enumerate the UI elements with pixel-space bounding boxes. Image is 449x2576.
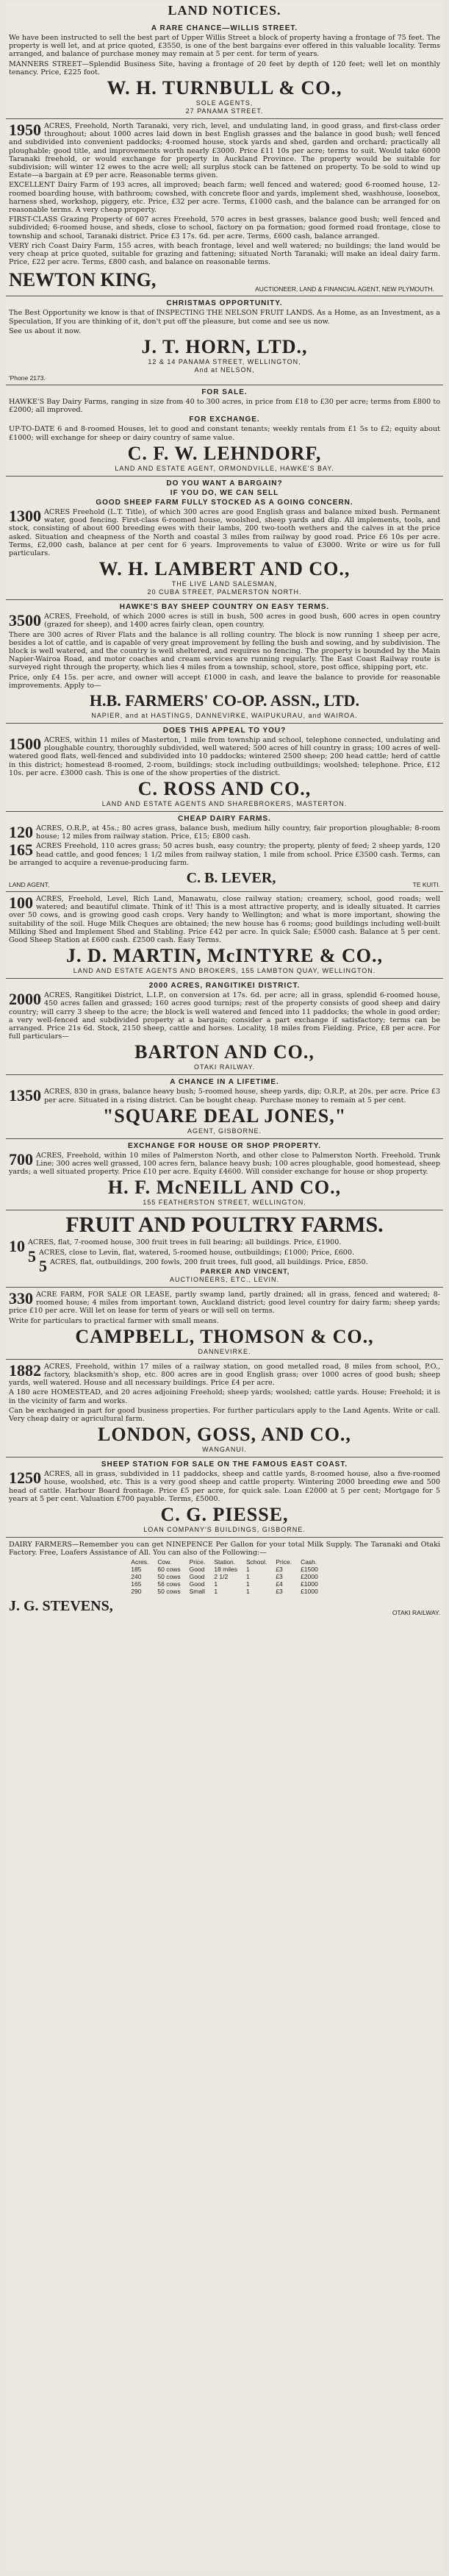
acreage-number: 120 xyxy=(9,822,33,841)
agent-name: PARKER AND VINCENT, xyxy=(200,1268,290,1276)
ad-body: The Best Opportunity we know is that of INSPECTING THE NELSON FRUIT LANDS. As a Home, as an Investment, as a Speculation, If you are thinking of it, don't put off the pleasure, but come and see us now. xyxy=(9,309,440,326)
agent-name: BARTON AND CO., xyxy=(134,1041,315,1063)
farm-table xyxy=(126,1558,322,1595)
agent-role: AUCTIONEER, LAND & FINANCIAL AGENT, NEW PLYMOUTH. xyxy=(255,285,434,293)
ad-newton-king xyxy=(6,119,443,296)
agent-address: 20 CUBA STREET, PALMERSTON NORTH. xyxy=(147,588,302,596)
ad-body-text: ACRES, within 11 miles of Masterton, 1 mile from township and school, telephone connected, undulating and ploughable country, thoroughly subdivided, well watered; 500 acres of hill country in grass; 100 acres of well-watered good flats, well-fenced and subdivided into 10 paddocks; wintered 2500 sheep; 200 head cattle; herd of cattle in this district; homestead 8-roomed, 2-room, buildings; stock including outbuildings; woolshed; telephone. Price, £12 10s. per acre. £3000 cash. This is one of the show properties of the district. xyxy=(9,735,440,777)
ad-london-goss xyxy=(6,1360,443,1458)
ad-mcneill xyxy=(6,1139,443,1211)
agent-name: J. D. MARTIN, McINTYRE & CO., xyxy=(65,945,384,967)
ad-body-text: ACRES, Freehold, of which 2000 acres is still in bush, 500 acres in good bush, 600 acres in open country (grazed for sheep), and 1400 acres fairly clean, open country. xyxy=(44,613,440,629)
ad-body: There are 300 acres of River Flats and the balance is all rolling country. The block is now running 1 sheep per acre, besides a lot of cattle, and is capable of very great improvement by felling the bush and sowing, and by subdivision. The block is well watered, and the country is well sheltered, and requires no fencing. The property is bounded by the Main Napier-Wairoa Road, and motor coaches and cream services are running regularly. The East Coast Railway route is surveyed right through the property, which lies 4 miles from a township, school, store, post office, shipping port, etc. xyxy=(9,630,440,672)
ad-square-deal-jones xyxy=(6,1075,443,1138)
ad-title: A CHANCE IN A LIFETIME. xyxy=(170,1078,279,1087)
ad-body-text: ACRES, Freehold, within 17 miles of a railway station, on good metalled road, 8 miles from school, P.O., factory, blacksmith's shop, etc. 800 acres are in good English grass; over 1000 acres of good bush; sheep yards, well watered. House and all necessary buildings. Price £4 per acre. xyxy=(9,1362,440,1388)
ad-title: GOOD SHEEP FARM FULLY STOCKED AS A GOING CONCERN. xyxy=(96,498,353,507)
ad-body: MANNERS STREET—Splendid Business Site, having a frontage of 20 feet by depth of 120 feet; well let on monthly tenancy. Price, £225 foot. xyxy=(9,60,440,76)
table-cell: £1000 xyxy=(301,1580,318,1588)
table-cell: Good xyxy=(189,1580,205,1588)
ad-lambert xyxy=(6,477,443,600)
table-cell: 290 xyxy=(131,1588,142,1596)
ad-body-text: ACRES, flat, 7-roomed house, 300 fruit trees in full bearing; all buildings. Price, £1900. xyxy=(28,1238,342,1247)
table-row xyxy=(126,1573,322,1580)
table-header-cell: School. xyxy=(245,1558,267,1566)
acreage-number: 330 xyxy=(9,1289,33,1308)
agent-address: NAPIER, and at HASTINGS, DANNEVIRKE, WAIPUKURAU, and WAIROA. xyxy=(91,711,358,719)
ad-body: Can be exchanged in part for good business properties. For further particulars apply to the Land Agents. Write or call. Very cheap dairy or agricultural farm. xyxy=(9,1406,440,1424)
table-cell: £3 xyxy=(276,1588,283,1596)
acreage-number: 2000 xyxy=(9,990,41,1009)
phone-number: 'Phone 2173. xyxy=(9,374,46,382)
ad-title: DOES THIS APPEAL TO YOU? xyxy=(162,726,287,735)
ad-body-text: ACRES, flat, outbuildings, 200 fowls, 200 fruit trees, full good, all buildings. Price, £850. xyxy=(50,1257,368,1266)
ad-body-text: ACRES Freehold, 110 acres grass; 50 acres bush, easy country; the property, plenty of feed; 2 sheep yards, 120 head cattle, and good fences; 1 1/2 miles from railway station, 1 mile from school. Price £3500 cash. Terms, can be arranged to acquire a revenue-producing farm. xyxy=(9,842,440,867)
acreage-number: 165 xyxy=(9,841,33,860)
ad-title: HAWKE'S BAY SHEEP COUNTRY ON EASY TERMS. xyxy=(119,603,330,612)
ad-body-text: ACRES, 830 in grass, balance heavy bush; 5-roomed house, sheep yards, dip; O.R.P., at 20s. per acre. Price £3 per acre. Situated in a rising district. Can be bought cheap. Purchase money to remain at 5 per cent. xyxy=(44,1088,440,1105)
agent-address: OTAKI RAILWAY. xyxy=(193,1063,256,1071)
agent-role: SOLE AGENTS, xyxy=(195,99,254,107)
ad-title: FOR EXCHANGE. xyxy=(189,415,260,424)
agent-name: H.B. FARMERS' CO-OP. ASSN., LTD. xyxy=(89,691,360,710)
table-cell: £3 xyxy=(276,1566,283,1574)
table-cell: 2 1/2 xyxy=(214,1573,229,1581)
ad-campbell-thomson xyxy=(6,1288,443,1360)
acreage-number: 1950 xyxy=(9,121,41,140)
table-header-cell: Price. xyxy=(189,1558,206,1566)
table-cell: 185 xyxy=(131,1566,142,1574)
ad-body xyxy=(9,736,440,777)
table-cell: 1 xyxy=(245,1580,250,1588)
table-cell: 18 miles xyxy=(214,1566,237,1574)
ad-body xyxy=(9,1291,440,1316)
agent-name: W. H. LAMBERT AND CO., xyxy=(98,558,351,580)
ad-title: SHEEP STATION FOR SALE ON THE FAMOUS EAST COAST. xyxy=(101,1460,348,1469)
ad-body: UP-TO-DATE 6 and 8-roomed Houses, let to good and constant tenants; weekly rentals from £1 5s to £2; equity about £1000; will exchange for sheep or dairy country of same value. xyxy=(9,425,440,442)
ad-body xyxy=(9,824,440,841)
ad-body-text: ACRES, all in grass, subdivided in 11 paddocks, sheep and cattle yards, 8-roomed house, also a five-roomed house, woolshed, etc. This is a very good sheep and cattle property. Wintering 2000 breeding ewe and 500 head of cattle. Harbour Board frontage. Price £5 per acre, for quick sale. Loan £2000 at 5 per cent; Mortgage for 5 years at 5 per cent. Valuation £700 payable. Terms, £5000. xyxy=(9,1470,440,1503)
ad-body: Write for particulars to practical farmer with small means. xyxy=(9,1316,219,1325)
table-cell: 1 xyxy=(245,1573,250,1581)
acreage-number: 5 xyxy=(28,1246,36,1266)
agent-role: THE LIVE LAND SALESMAN, xyxy=(171,580,278,588)
table-header-cell: Acres. xyxy=(131,1558,149,1566)
ad-title: CHRISTMAS OPPORTUNITY. xyxy=(166,299,283,308)
agent-name: C. B. LEVER, xyxy=(186,869,276,886)
ad-body xyxy=(9,1470,440,1503)
agent-role: LAND AND ESTATE AGENTS AND BROKERS, 155 LAMBTON QUAY, WELLINGTON. xyxy=(73,967,376,975)
agent-address: 12 & 14 PANAMA STREET, WELLINGTON, xyxy=(148,358,301,366)
ad-body xyxy=(9,895,440,944)
ad-body xyxy=(9,508,440,557)
acreage-number: 100 xyxy=(9,893,33,912)
ad-body xyxy=(9,122,440,179)
ad-body-text: ACRES, Freehold, North Taranaki, very rich, level, and undulating land, in good grass, and first-class order throughout; about 1000 acres laid down in best English grasses and the balance in good bush; well fenced and subdivided into convenient paddocks; 4-roomed house, stock yards and shed, garden and orchard; practically all ploughable; good title, and improvements worth nearly £3000. Price £11 10s per acre; terms to suit. Would take 6000 Taranaki freehold, or would exchange for property in Auckland Province. The property would be suitable for subdivision; will winter 12 ewes to the acre well; all surplus stock can be fattened on property. To be sold to wind up Estate—a bargain at £9 per acre. Reasonable terms given. xyxy=(9,122,440,180)
ad-body-text: ACRES, Freehold, Level, Rich Land, Manawatu, close railway station; creamery, school, good roads; well watered; and beautiful climate. Think of it! This is a most attractive property, and is ideally situated. It carries over 50 cows, and is growing good cash crops. Very handy to Wellington; and what is more important, showing the suitability of the soil. Huge Milk Cheques are obtained; the new house has 6 rooms; good buildings including well-built Milking Shed and Implement Shed and Stabling. Price £42 per acre. In quick Sale; £5000 cash. Balance at 5 per cent. Good Sheep Station at £600 cash. £2500 cash. Easy Terms. xyxy=(9,894,440,944)
table-header-cell: Cow. xyxy=(157,1558,172,1566)
table-cell: 1 xyxy=(245,1566,250,1574)
ad-body xyxy=(9,842,440,867)
ad-title: CHEAP DAIRY FARMS. xyxy=(178,814,271,823)
table-row xyxy=(126,1588,322,1595)
table-cell: 1 xyxy=(245,1588,250,1596)
agent-name: C. G. PIESSE, xyxy=(160,1504,289,1526)
agent-role: LOAN COMPANY'S BUILDINGS, GISBORNE. xyxy=(143,1526,306,1534)
ad-body xyxy=(9,991,440,1041)
ad-body: See us about it now. xyxy=(9,327,81,335)
table-cell: £4 xyxy=(276,1580,283,1588)
table-row xyxy=(126,1566,322,1573)
ad-body-text: ACRES, Rangitikei District, L.I.P., on conversion at 17s. 6d. per acre; all in grass, splendid 6-roomed house, 450 acres fallen and grassed; 160 acres good turnips; rest of the property consists of good sheep and dairy country; will carry 3 sheep to the acre; the block is well watered and fenced into 11 paddocks; the whole in good order; a very well-fenced and subdivided property at a bargain; consider a part exchange if satisfactory; terms can be arranged. Price 21s 6d. Stock, 2150 sheep, cattle and horses. Locality, 18 miles from Fielding. Price, £8 per acre. For full particulars— xyxy=(9,991,440,1041)
ad-body xyxy=(9,1149,440,1177)
table-cell: £1000 xyxy=(301,1588,318,1596)
ad-title: 2000 ACRES, RANGITIKEI DISTRICT. xyxy=(148,982,301,991)
ad-title: DO YOU WANT A BARGAIN? xyxy=(166,479,283,488)
table-cell: 1 xyxy=(214,1580,218,1588)
ad-body-text: ACRES, Freehold, within 10 miles of Palmerston North, and other close to Palmerston North. Freehold. Trunk Line; 300 acres well grassed, 100 acres fern, balance heavy bush; 100 acres ploughable, good homestead, sheep yards; a well situated property. Price £10 per acre. Equity £4600. Will consider exchange for house or shop property. xyxy=(9,1151,440,1177)
agent-name: J. T. HORN, LTD., xyxy=(141,336,308,358)
table-row xyxy=(126,1580,322,1588)
ad-body: DAIRY FARMERS—Remember you can get NINEPENCE Per Gallon for your total Milk Supply. The Taranaki and Otaki Factory. Free, Loafers Assistance of All. You can also of the Following:— xyxy=(9,1541,440,1558)
ad-stevens xyxy=(6,1538,443,1619)
table-cell: £2000 xyxy=(301,1573,318,1581)
ad-fruit-poultry xyxy=(6,1210,443,1288)
ad-hb-farmers xyxy=(6,600,443,724)
agent-role: LAND AND ESTATE AGENTS AND SHAREBROKERS, MASTERTON. xyxy=(101,799,348,807)
acreage-number: 1250 xyxy=(9,1469,41,1488)
agent-address: 27 PANAMA STREET. xyxy=(185,107,264,115)
agent-name: NEWTON KING, xyxy=(9,269,157,291)
ad-turnbull xyxy=(6,21,443,119)
agent-name: W. H. TURNBULL & CO., xyxy=(107,77,342,99)
ad-headline: FRUIT AND POULTRY FARMS. xyxy=(65,1213,384,1238)
ad-body: We have been instructed to sell the best part of Upper Willis Street a block of property having a frontage of 75 feet. The property is well let, and at price quoted, £3550, is one of the best bargains ever offered in this valuable locality. Terms arranged, and balance of purchase money may remain at 5 per cent. for term of years. xyxy=(9,34,440,59)
table-header-cell: Price. xyxy=(276,1558,292,1566)
agent-address: WANGANUI. xyxy=(202,1446,247,1454)
acreage-number: 10 xyxy=(9,1237,25,1256)
ad-body-text: ACRES, close to Levin, flat, watered, 5-roomed house, outbuildings; £1000; Price, £600. xyxy=(39,1248,355,1257)
section-heading: LAND NOTICES. xyxy=(168,3,281,18)
ad-ross xyxy=(6,724,443,812)
agent-name: LONDON, GOSS, AND CO., xyxy=(98,1424,351,1446)
ad-body-text: ACRES, O.R.P., at 45s.; 80 acres grass, balance bush, medium hilly country, fair proportion ploughable; 8-room house; 12 miles from railway station. Price, £15; £800 cash. xyxy=(36,824,440,841)
ad-lehndorf xyxy=(6,385,443,477)
table-cell: £1500 xyxy=(301,1566,318,1574)
table-header xyxy=(126,1558,322,1566)
table-header-cell: Cash. xyxy=(301,1558,317,1566)
table-cell: Small xyxy=(189,1588,205,1596)
acreage-number: 700 xyxy=(9,1149,33,1169)
table-cell: 60 cows xyxy=(157,1566,181,1574)
agent-address: OTAKI RAILWAY. xyxy=(392,1609,440,1617)
agent-name: H. F. McNEILL AND CO., xyxy=(107,1177,342,1199)
ad-horn xyxy=(6,296,443,385)
ad-barton xyxy=(6,979,443,1075)
ad-martin-mcintyre xyxy=(6,892,443,979)
table-cell: 240 xyxy=(131,1573,142,1581)
agent-address: AGENT, GISBORNE. xyxy=(187,1127,262,1135)
table-cell: 56 cows xyxy=(157,1580,181,1588)
ad-body: FIRST-CLASS Grazing Property of 607 acres Freehold, 570 acres in best grasses, balance good bush; well fenced and subdivided; 6-roomed house, and sheds, close to school, factory on pa formation; good formed road frontage, close to township and school, Taranaki district. Price £3 17s. 6d. per acre. Terms, £600 cash, balance arranged. xyxy=(9,215,440,240)
acreage-number: 5 xyxy=(39,1256,47,1275)
agent-role: LAND AND ESTATE AGENT, ORMONDVILLE, HAWKE'S BAY. xyxy=(115,464,334,472)
acreage-number: 1882 xyxy=(9,1360,41,1380)
ad-body: Price, only £4 15s. per acre, and owner will accept £1000 in cash, and leave the balance to provide for reasonable improvements. Apply to— xyxy=(9,673,440,690)
agent-name: C. ROSS AND CO., xyxy=(137,777,312,799)
ad-body xyxy=(9,1088,440,1104)
agent-address: DANNEVIRKE. xyxy=(198,1347,251,1355)
ad-body xyxy=(9,1360,440,1388)
ad-body: VERY rich Coast Dairy Farm, 155 acres, with beach frontage, level and well watered; no buildings; the land would be very cheap at price quoted, suitable for grazing and fattening; situated North Taranaki; will make an ideal dairy farm. Price, £22 per acre. Terms, £800 cash, and balance on reasonable terms. xyxy=(9,241,440,267)
acreage-number: 1300 xyxy=(9,506,41,525)
agent-name: C. F. W. LEHNDORF, xyxy=(127,442,322,464)
newspaper-page xyxy=(6,1,443,2572)
agent-name: "SQUARE DEAL JONES," xyxy=(102,1105,347,1127)
table-cell: £3 xyxy=(276,1573,283,1581)
ad-body: EXCELLENT Dairy Farm of 193 acres, all improved; beach farm; well fenced and watered; good 6-roomed house, 12-roomed boarding house, with bathroom; cowshed, with concrete floor and yards, implement shed, washhouse, loosebox, harness shed, workshop, piggery, etc. Price, £32 per acre. Terms, £1000 cash, and the balance can be arranged for on reasonable terms. A very cheap property. xyxy=(9,181,440,215)
agent-address: And at NELSON, xyxy=(194,366,255,374)
acreage-number: 3500 xyxy=(9,611,41,630)
agent-address: TE KUITI. xyxy=(412,880,440,888)
table-header-cell: Station. xyxy=(214,1558,236,1566)
table-cell: 50 cows xyxy=(157,1588,181,1596)
ad-title: EXCHANGE FOR HOUSE OR SHOP PROPERTY. xyxy=(127,1141,322,1150)
ad-body: A 180 acre HOMESTEAD, and 20 acres adjoining Freehold; sheep yards; woolshed; cattle yards. House; Freehold; it is in the vicinity of farm and works. xyxy=(9,1388,440,1405)
agent-name: CAMPBELL, THOMSON & CO., xyxy=(75,1325,374,1347)
ad-piesse xyxy=(6,1458,443,1538)
table-cell: 1 xyxy=(214,1588,218,1596)
ad-title: A RARE CHANCE—WILLIS STREET. xyxy=(151,24,298,32)
table-cell: 165 xyxy=(131,1580,142,1588)
agent-role: LAND AGENT, xyxy=(9,880,50,888)
ad-body: HAWKE'S Bay Dairy Farms, ranging in size from 40 to 300 acres, in price from £18 to £30 per acre; terms from £800 to £2000; all improved. xyxy=(9,398,440,415)
ad-body xyxy=(9,613,440,629)
ad-title: IF YOU DO, WE CAN SELL xyxy=(170,488,279,497)
table-cell: Good xyxy=(189,1573,205,1581)
ad-lever xyxy=(6,812,443,892)
acreage-number: 1350 xyxy=(9,1086,41,1105)
table-cell: 50 cows xyxy=(157,1573,181,1581)
ad-body-text: ACRE FARM, FOR SALE OR LEASE, partly swamp land, partly drained; all in grass, fenced and watered; 8-roomed house; 4 miles from important town, Auckland district; good level country for dairy farm; sheep yards; price £10 per acre. Will let on lease for term of years or will sell on terms. xyxy=(9,1291,440,1316)
agent-address: 155 FEATHERSTON STREET, WELLINGTON. xyxy=(143,1199,306,1207)
agent-role: AUCTIONEERS, ETC., LEVIN. xyxy=(169,1276,280,1284)
ad-body-text: ACRES Freehold (L.T. Title), of which 300 acres are good English grass and balance mixed bush. Permanent water, good fencing. First-class 6-roomed house, woolshed, sheep yards and dip. All implements, tools, and stock, consisting of about 600 breeding ewes with their lambs, 200 two-tooth wethers and the calves in at the price asked. Situation and cheapness of the North and coastal 3 miles from railway by good road. Price £6 10s per acre. Terms, £2,000 cash, balance at per cent for 6 years. Improvements to value of £3000. Write or wire us for full particulars. xyxy=(9,507,440,557)
table-cell: Good xyxy=(189,1566,205,1574)
agent-name: J. G. STEVENS, xyxy=(9,1598,113,1615)
ad-title: FOR SALE. xyxy=(201,388,248,397)
acreage-number: 1500 xyxy=(9,734,41,753)
